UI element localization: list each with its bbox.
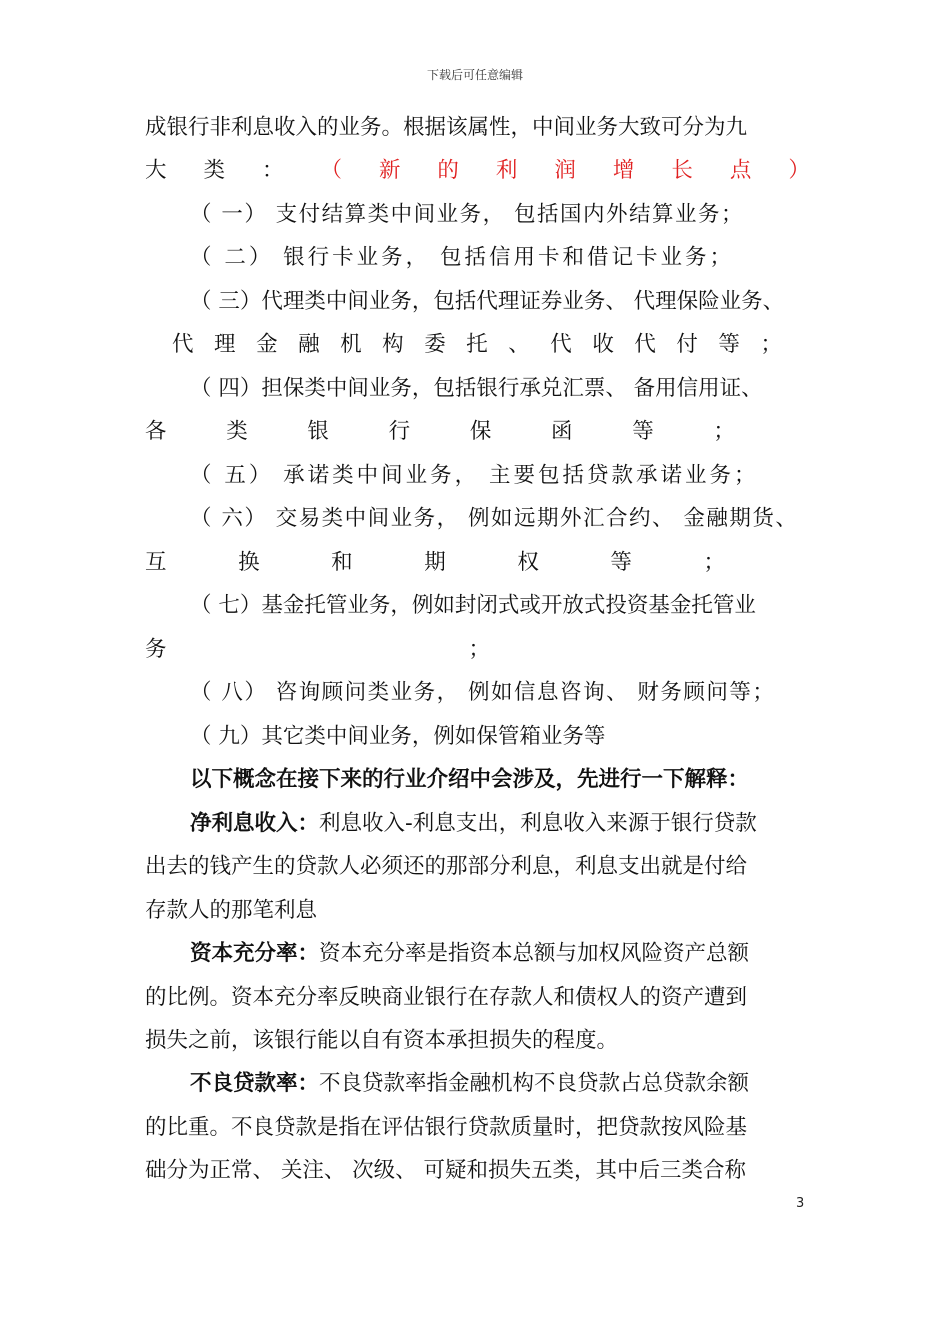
body-line-8 — [145, 417, 735, 447]
char: （ — [320, 158, 342, 183]
char: 代 — [172, 332, 194, 357]
char: 类 — [203, 158, 225, 183]
body-line-21: 的比例。资本充分率反映商业银行在存款人和债权人的资产遭到 — [145, 985, 748, 1010]
char: 各 — [145, 419, 167, 444]
char: 大 — [145, 158, 167, 183]
char: 等 — [610, 550, 632, 575]
char: 收 — [592, 332, 614, 357]
char: 委 — [424, 332, 446, 357]
char: 润 — [554, 158, 576, 183]
body-line-18: 出去的钱产生的贷款人必须还的那部分利息，利息支出就是付给 — [145, 854, 748, 879]
body-line-5: （ 三）代理类中间业务，包括代理证券业务、 代理保险业务、 — [190, 289, 785, 314]
char: 利 — [495, 158, 518, 183]
char: ； — [713, 419, 735, 444]
char: ； — [468, 637, 490, 662]
char: 金 — [256, 332, 278, 357]
char: 理 — [214, 332, 236, 357]
char: 融 — [298, 332, 320, 357]
body-line-15: （ 九）其它类中间业务，例如保管箱业务等 — [190, 724, 606, 749]
body-line-4: （ 二） 银行卡业务， 包括信用卡和借记卡业务； — [190, 245, 735, 270]
body-line-20 — [190, 939, 810, 969]
char: 行 — [388, 419, 411, 444]
body-line-14: （ 八） 咨询顾问类业务， 例如信息咨询、 财务顾问等； — [190, 680, 776, 705]
char: 的 — [437, 158, 459, 183]
term-label: 净利息收入： — [190, 811, 320, 836]
body-line-17 — [190, 809, 810, 839]
char: 类 — [226, 419, 248, 444]
char: ： — [261, 158, 284, 183]
char: 银 — [307, 419, 329, 444]
body-line-22: 损失之前，该银行能以自有资本承担损失的程度。 — [145, 1028, 619, 1053]
char: 等 — [718, 332, 740, 357]
body-line-24: 的比重。不良贷款是指在评估银行贷款质量时，把贷款按风险基 — [145, 1115, 748, 1140]
char: 构 — [382, 332, 404, 357]
body-line-9: （ 五） 承诺类中间业务， 主要包括贷款承诺业务； — [190, 463, 759, 488]
body-line-25: 础分为正常、 关注、 次级、 可疑和损失五类，其中后三类合称 — [145, 1158, 747, 1183]
char: 和 — [331, 550, 353, 575]
page-header: 下载后可任意编辑 — [426, 68, 523, 82]
char: 、 — [508, 332, 530, 357]
char: 函 — [551, 419, 573, 444]
body-line-13 — [145, 635, 490, 665]
char: 务 — [145, 637, 167, 662]
body-line-23 — [190, 1069, 810, 1099]
char: ） — [788, 158, 810, 183]
char: 等 — [632, 419, 654, 444]
body-line-10: （ 六） 交易类中间业务， 例如远期外汇合约、 金融期货、 — [190, 506, 799, 531]
char: 保 — [469, 419, 492, 444]
body-line-11 — [145, 548, 725, 578]
body-line-2 — [145, 156, 810, 186]
body-line-16: 以下概念在接下来的行业介绍中会涉及，先进行一下解释： — [190, 767, 750, 792]
char: 代 — [550, 332, 572, 357]
char: 权 — [517, 550, 539, 575]
body-line-6 — [172, 330, 782, 360]
page-number: 3 — [796, 1196, 805, 1211]
char: 点 — [729, 158, 752, 183]
char: 换 — [238, 550, 260, 575]
body-line-1: 成银行非利息收入的业务。根据该属性，中间业务大致可分为九 — [145, 115, 748, 140]
char: 互 — [145, 550, 167, 575]
term-label: 不良贷款率： — [190, 1071, 320, 1096]
char: ； — [703, 550, 725, 575]
char: 期 — [424, 550, 446, 575]
body-line-7: （ 四）担保类中间业务，包括银行承兑汇票、 备用信用证、 — [190, 376, 763, 401]
body-line-3: （ 一） 支付结算类中间业务， 包括国内外结算业务； — [190, 202, 745, 227]
char: 托 — [466, 332, 488, 357]
body-line-19: 存款人的那笔利息 — [145, 898, 318, 923]
term-text: 资本充分率是指资本总额与加权风险资产总额 — [319, 941, 750, 966]
char: 机 — [340, 332, 362, 357]
char: 增 — [612, 158, 635, 183]
term-text: 利息收入-利息支出，利息收入来源于银行贷款 — [319, 811, 757, 836]
term-label: 资本充分率： — [190, 941, 320, 966]
term-text: 不良贷款率指金融机构不良贷款占总贷款余额 — [319, 1071, 750, 1096]
char: ； — [760, 332, 782, 357]
char: 新 — [378, 158, 401, 183]
char: 代 — [634, 332, 656, 357]
char: 付 — [676, 332, 698, 357]
body-line-12: （ 七）基金托管业务，例如封闭式或开放式投资基金托管业 — [190, 593, 756, 618]
char: 长 — [671, 158, 693, 183]
